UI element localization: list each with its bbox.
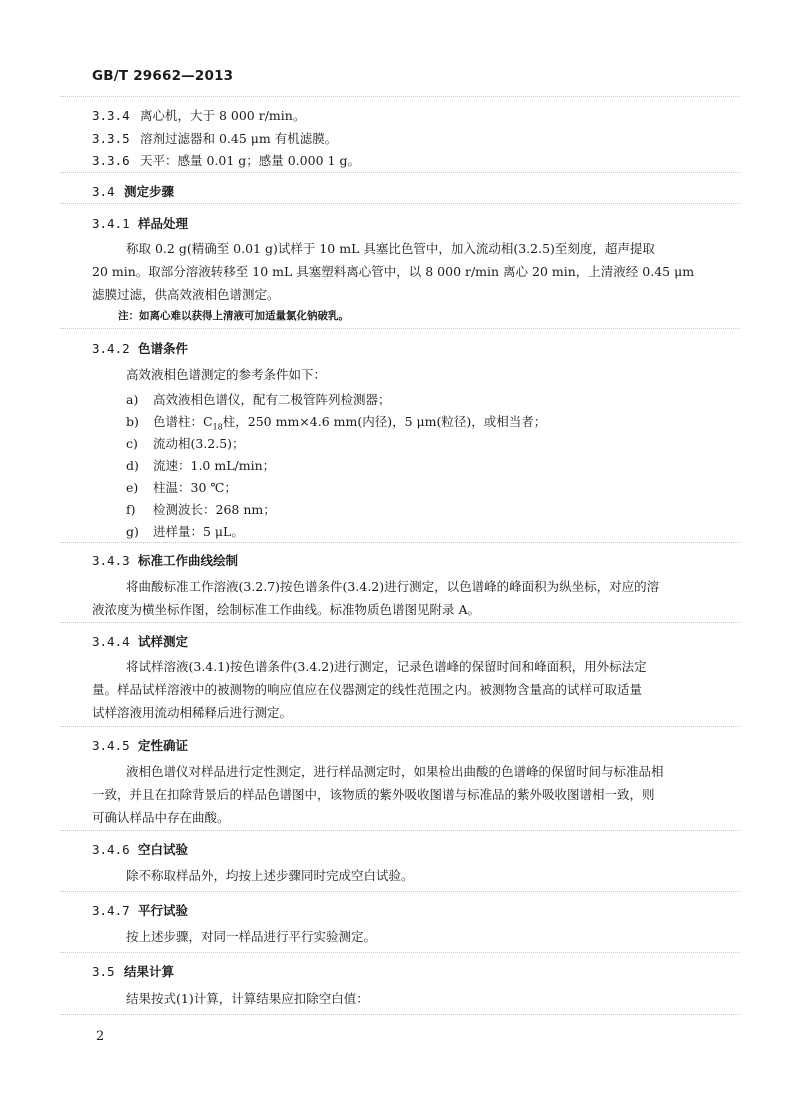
scan-dotted-line xyxy=(60,328,740,329)
list-item: c) 流动相(3.2.5)； xyxy=(126,436,245,451)
paragraph-line: 按上述步骤，对同一样品进行平行实验测定。 xyxy=(126,929,377,944)
clause-3-3-5: 3.3.5 溶剂过滤器和 0.45 μm 有机滤膜。 xyxy=(92,131,338,146)
scan-dotted-line xyxy=(60,622,740,623)
scan-dotted-line xyxy=(60,1014,740,1015)
section-3-4-7-heading: 3.4.7 平行试验 xyxy=(92,903,189,918)
standard-number: GB/T 29662—2013 xyxy=(92,68,234,84)
scan-dotted-line xyxy=(60,830,740,831)
conditions-intro: 高效液相色谱测定的参考条件如下： xyxy=(126,367,327,382)
scan-dotted-line xyxy=(60,952,740,953)
paragraph-line: 试样溶液用流动相稀释后进行测定。 xyxy=(92,705,293,720)
section-3-4-5-heading: 3.4.5 定性确证 xyxy=(92,738,189,753)
clause-3-3-4: 3.3.4 离心机，大于 8 000 r/min。 xyxy=(92,108,306,123)
paragraph-line: 可确认样品中存在曲酸。 xyxy=(92,810,230,825)
scan-dotted-line xyxy=(60,96,740,97)
scan-dotted-line xyxy=(60,172,740,173)
paragraph-line: 将试样溶液(3.4.1)按色谱条件(3.4.2)进行测定，记录色谱峰的保留时间和峰面积，用外标法定 xyxy=(126,659,647,674)
paragraph-line: 量。样品试样溶液中的被测物的响应值应在仪器测定的线性范围之内。被测物含量高的试样可取适量 xyxy=(92,682,643,697)
paragraph-line: 一致，并且在扣除背景后的样品色谱图中，该物质的紫外吸收图谱与标准品的紫外吸收图谱相一致，则 xyxy=(92,787,655,802)
scan-dotted-line xyxy=(60,891,740,892)
section-3-4-2-heading: 3.4.2 色谱条件 xyxy=(92,341,189,356)
paragraph-line: 液相色谱仪对样品进行定性测定，进行样品测定时，如果检出曲酸的色谱峰的保留时间与标准品相 xyxy=(126,764,664,779)
paragraph-line: 液浓度为横坐标作图，绘制标准工作曲线。标准物质色谱图见附录 A。 xyxy=(92,602,481,617)
paragraph-line: 将曲酸标准工作溶液(3.2.7)按色谱条件(3.4.2)进行测定，以色谱峰的峰面积为纵坐标，对应的溶 xyxy=(126,579,660,594)
paragraph-line: 除不称取样品外，均按上述步骤同时完成空白试验。 xyxy=(126,868,414,883)
section-3-4-3-heading: 3.4.3 标准工作曲线绘制 xyxy=(92,553,239,568)
scan-dotted-line xyxy=(60,203,740,204)
scan-dotted-line xyxy=(60,542,740,543)
section-3-4-1-heading: 3.4.1 样品处理 xyxy=(92,216,189,231)
section-3-4-6-heading: 3.4.6 空白试验 xyxy=(92,842,189,857)
note: 注：如离心难以获得上清液可加适量氯化钠破乳。 xyxy=(118,310,349,322)
section-3-4-heading: 3.4 测定步骤 xyxy=(92,184,175,199)
list-item: g) 进样量：5 μL。 xyxy=(126,524,244,539)
paragraph-line: 滤膜过滤，供高效液相色谱测定。 xyxy=(92,287,280,302)
page-number: 2 xyxy=(96,1029,105,1044)
paragraph-line: 20 min。取部分溶液转移至 10 mL 具塞塑料离心管中，以 8 000 r/min 离心 20 min，上清液经 0.45 μm xyxy=(92,264,695,279)
list-item: f) 检测波长：268 nm； xyxy=(126,502,276,517)
list-item: e) 柱温：30 ℃； xyxy=(126,480,237,495)
section-3-4-4-heading: 3.4.4 试样测定 xyxy=(92,634,189,649)
list-item: d) 流速：1.0 mL/min； xyxy=(126,458,276,473)
paragraph-line: 称取 0.2 g(精确至 0.01 g)试样于 10 mL 具塞比色管中，加入流动相(3.2.5)至刻度，超声提取 xyxy=(126,241,655,256)
section-3-5-heading: 3.5 结果计算 xyxy=(92,964,175,979)
scan-dotted-line xyxy=(60,726,740,727)
list-item: a) 高效液相色谱仪，配有二极管阵列检测器； xyxy=(126,392,391,407)
clause-3-3-6: 3.3.6 天平：感量 0.01 g；感量 0.000 1 g。 xyxy=(92,153,360,168)
paragraph-line: 结果按式(1)计算，计算结果应扣除空白值： xyxy=(126,991,369,1006)
list-item: b) 色谱柱：$C_{18}$柱，250 mm×4.6 mm(内径)，5 μm(粒径)，或相当者； xyxy=(126,414,547,432)
